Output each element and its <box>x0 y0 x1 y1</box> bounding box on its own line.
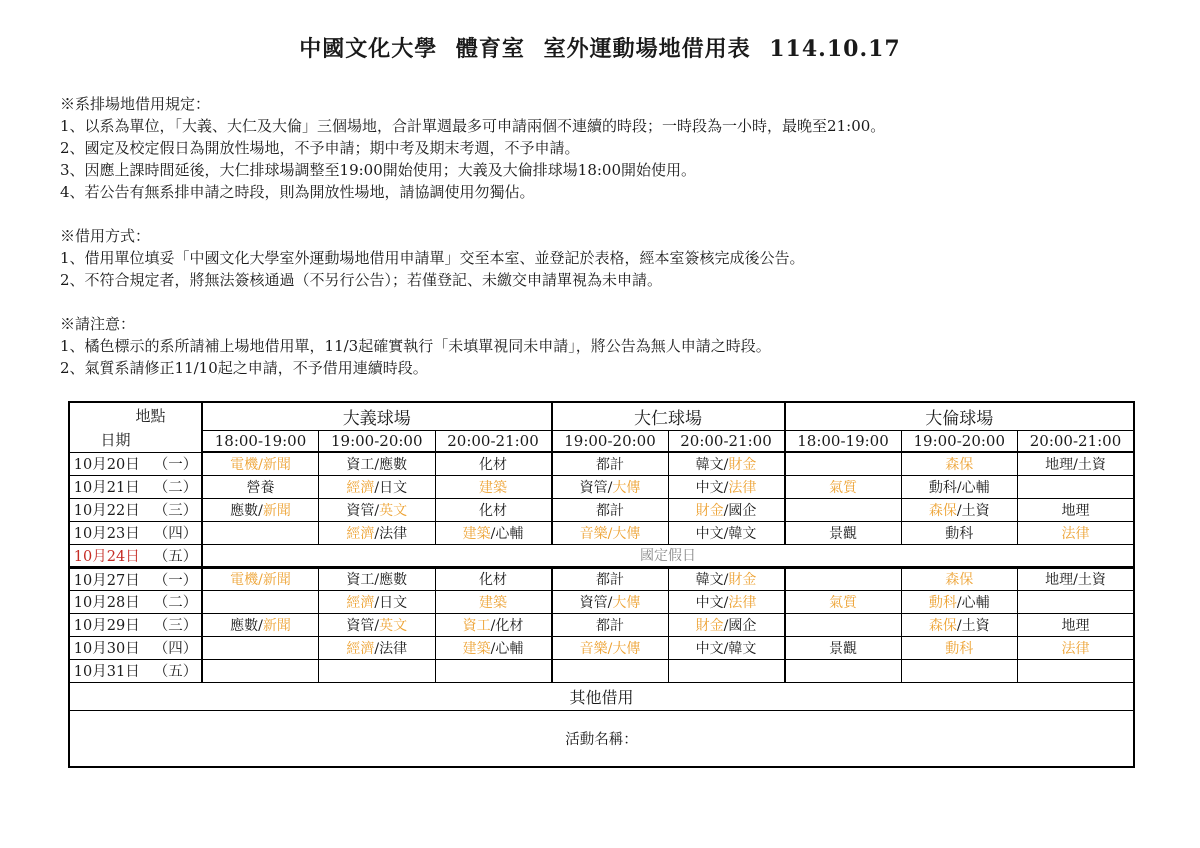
rule-line: 4、若公告有無系排申請之時段，則為開放性場地，請協調使用勿獨佔。 <box>60 183 535 201</box>
weekday-text: （一） <box>153 457 198 473</box>
rule-line: 2、國定及校定假日為開放性場地，不予申請；期中考及期末考週，不予申請。 <box>60 139 580 157</box>
schedule-row <box>69 590 1134 613</box>
department-label: / <box>258 572 263 588</box>
department-label: / <box>607 640 613 657</box>
venue-header: 大義球場 <box>202 402 552 430</box>
department-label: 電機 <box>230 572 259 588</box>
date-text: 10月20日 <box>73 457 140 473</box>
department-label: 營養 <box>246 479 275 496</box>
corner-location-label: 地點 <box>135 406 166 425</box>
schedule-cell <box>319 590 436 613</box>
date-text: 10月22日 <box>73 503 140 519</box>
department-label: 大傳 <box>612 479 641 496</box>
rules-heading: ※請注意： <box>60 315 136 333</box>
department-label: 英文 <box>379 502 408 519</box>
rule-line: 2、氣質系請修正11/10起之申請，不予借用連續時段。 <box>60 359 428 377</box>
schedule-cell <box>668 475 785 498</box>
schedule-cell <box>435 636 552 659</box>
department-label: 森保 <box>928 502 957 519</box>
department-label: 經濟 <box>346 479 375 496</box>
department-label: 財金 <box>728 456 757 473</box>
schedule-cell <box>668 521 785 544</box>
rules-block <box>60 93 1200 379</box>
schedule-cell <box>319 452 436 475</box>
department-label: 電機 <box>230 456 259 473</box>
corner-date-label: 日期 <box>100 430 131 449</box>
schedule-cell <box>435 659 552 682</box>
date-text: 10月29日 <box>73 618 140 634</box>
schedule-cell <box>319 498 436 521</box>
department-label: / <box>490 617 496 634</box>
department-label: 氣質 <box>829 479 858 496</box>
schedule-cell <box>785 498 902 521</box>
schedule-cell <box>202 659 319 682</box>
department-label: 資工 <box>462 617 491 634</box>
weekday-text: （四） <box>153 526 198 542</box>
department-label: / <box>723 594 729 611</box>
date-cell <box>69 636 202 659</box>
schedule-row <box>69 475 1134 498</box>
schedule-cell <box>435 521 552 544</box>
date-cell <box>69 590 202 613</box>
department-label: 法律 <box>379 640 408 657</box>
schedule-cell <box>1018 521 1135 544</box>
schedule-cell <box>1018 659 1135 682</box>
department-label: 土資 <box>961 502 990 519</box>
department-label: 地理 <box>1061 502 1090 519</box>
schedule-cell <box>1018 475 1135 498</box>
department-label: / <box>374 617 380 634</box>
department-label: 心輔 <box>961 479 990 496</box>
weekday-text: （三） <box>153 503 198 519</box>
schedule-cell <box>785 659 902 682</box>
venue-header: 大倫球場 <box>785 402 1135 430</box>
department-label: / <box>258 456 263 473</box>
schedule-cell <box>785 590 902 613</box>
date-text: 10月31日 <box>73 664 140 680</box>
department-label: 建築 <box>462 525 491 542</box>
department-label: 都計 <box>596 456 625 473</box>
weekday-text: （五） <box>153 664 198 680</box>
department-label: / <box>1073 456 1078 473</box>
schedule-cell <box>202 636 319 659</box>
time-slot-header: 19:00-20:00 <box>901 430 1018 452</box>
department-label: 中文 <box>695 479 724 496</box>
department-label: / <box>723 456 729 473</box>
schedule-cell <box>435 452 552 475</box>
schedule-cell <box>435 590 552 613</box>
department-label: / <box>956 502 962 519</box>
schedule-row <box>69 636 1134 659</box>
department-label: 韓文 <box>728 525 757 542</box>
schedule-table <box>68 401 1135 768</box>
department-label: 應數 <box>230 502 259 519</box>
department-label: 新聞 <box>262 456 291 473</box>
department-label: 財金 <box>728 572 757 588</box>
department-label: 資管 <box>346 617 375 634</box>
department-label: / <box>258 617 263 634</box>
department-label: 日文 <box>379 594 408 611</box>
schedule-cell <box>552 567 669 590</box>
time-slot-header: 20:00-21:00 <box>435 430 552 452</box>
department-label: 大傳 <box>612 640 641 657</box>
schedule-cell <box>435 475 552 498</box>
rules-section-notice <box>60 313 1200 379</box>
department-label: 化材 <box>479 572 507 588</box>
rule-line: 1、以系為單位，「大義、大仁及大倫」三個場地，合計單週最多可申請兩個不連續的時段；一時段為一小時，最晚至21:00。 <box>60 117 886 135</box>
department-label: / <box>1073 572 1078 588</box>
department-label: / <box>374 594 380 611</box>
rules-section-booking <box>60 93 1200 203</box>
department-label: 法律 <box>728 479 757 496</box>
schedule-cell <box>552 498 669 521</box>
department-label: 新聞 <box>262 502 291 519</box>
department-label: 法律 <box>1061 525 1090 542</box>
page-title: 中國文化大學 體育室 室外運動場地借用表 114.10.17 <box>299 36 901 62</box>
schedule-cell <box>202 452 319 475</box>
time-slot-header: 18:00-19:00 <box>202 430 319 452</box>
time-slot-header: 20:00-21:00 <box>668 430 785 452</box>
schedule-cell <box>1018 636 1135 659</box>
department-label: / <box>723 640 729 657</box>
schedule-cell <box>319 521 436 544</box>
corner-cell-location-date <box>69 402 202 452</box>
schedule-row <box>69 452 1134 475</box>
department-label: 經濟 <box>346 640 375 657</box>
department-label: / <box>374 525 380 542</box>
department-label: 建築 <box>479 594 507 611</box>
department-label: 心輔 <box>961 594 990 611</box>
date-cell <box>69 521 202 544</box>
date-text: 10月30日 <box>73 641 140 657</box>
department-label: 中文 <box>695 525 724 542</box>
schedule-cell <box>901 475 1018 498</box>
schedule-cell <box>901 567 1018 590</box>
department-label: 氣質 <box>829 594 858 611</box>
department-label: / <box>258 502 263 519</box>
department-label: 動科 <box>928 479 957 496</box>
schedule-cell <box>785 567 902 590</box>
schedule-cell <box>668 590 785 613</box>
department-label: 大傳 <box>612 594 641 611</box>
department-label: 經濟 <box>346 525 375 542</box>
weekday-text: （五） <box>153 548 198 565</box>
department-label: 地理 <box>1045 456 1074 473</box>
schedule-cell <box>552 590 669 613</box>
schedule-cell <box>202 613 319 636</box>
schedule-cell <box>202 498 319 521</box>
schedule-cell <box>668 613 785 636</box>
department-label: / <box>374 640 380 657</box>
department-label: 中文 <box>695 640 724 657</box>
weekday-text: （三） <box>153 618 198 634</box>
weekday-text: （一） <box>153 572 198 589</box>
department-label: 韓文 <box>695 456 724 473</box>
department-label: / <box>723 502 729 519</box>
department-label: 心輔 <box>495 525 524 542</box>
rule-line: 1、借用單位填妥「中國文化大學室外運動場地借用申請單」交至本室、並登記於表格，經本室簽核完成後公告。 <box>60 249 805 267</box>
schedule-cell <box>901 590 1018 613</box>
date-cell <box>69 544 202 567</box>
department-label: 動科 <box>928 594 957 611</box>
department-label: 建築 <box>479 479 507 496</box>
department-label: 財金 <box>695 617 724 634</box>
department-label: 森保 <box>945 572 974 588</box>
other-use-header: 其他借用 <box>69 682 1134 710</box>
department-label: 都計 <box>596 502 625 519</box>
schedule-cell <box>1018 567 1135 590</box>
rules-heading: ※借用方式： <box>60 227 151 245</box>
department-label: 動科 <box>945 525 974 542</box>
schedule-cell <box>319 613 436 636</box>
department-label: / <box>956 617 962 634</box>
holiday-cell: 國定假日 <box>202 544 1134 567</box>
schedule-cell <box>668 636 785 659</box>
schedule-cell <box>1018 452 1135 475</box>
department-label: 財金 <box>695 502 724 519</box>
department-label: / <box>374 502 380 519</box>
schedule-cell <box>552 659 669 682</box>
department-label: / <box>607 594 613 611</box>
department-label: / <box>956 594 962 611</box>
department-label: 日文 <box>379 479 408 496</box>
department-label: / <box>607 479 613 496</box>
date-text: 10月21日 <box>73 480 140 496</box>
schedule-cell <box>202 475 319 498</box>
schedule-cell <box>901 613 1018 636</box>
weekday-text: （二） <box>153 480 198 496</box>
schedule-cell <box>552 636 669 659</box>
department-label: 應數 <box>230 617 259 634</box>
date-cell <box>69 475 202 498</box>
schedule-cell <box>1018 590 1135 613</box>
schedule-cell <box>202 521 319 544</box>
schedule-cell <box>901 498 1018 521</box>
department-label: / <box>490 640 496 657</box>
department-label: / <box>723 479 729 496</box>
department-label: 心輔 <box>495 640 524 657</box>
date-cell <box>69 613 202 636</box>
schedule-cell <box>668 452 785 475</box>
schedule-row <box>69 498 1134 521</box>
schedule-cell <box>202 567 319 590</box>
date-cell <box>69 567 202 590</box>
department-label: / <box>374 456 380 473</box>
weekday-text: （二） <box>153 595 198 611</box>
department-label: 韓文 <box>695 572 724 588</box>
schedule-row <box>69 521 1134 544</box>
schedule-cell <box>552 613 669 636</box>
department-label: / <box>723 572 729 588</box>
department-label: 建築 <box>462 640 491 657</box>
department-label: 應數 <box>379 456 408 473</box>
department-label: 化材 <box>495 617 524 634</box>
department-label: / <box>607 525 613 542</box>
department-label: 韓文 <box>728 640 757 657</box>
schedule-cell <box>668 567 785 590</box>
schedule-cell <box>435 613 552 636</box>
date-text: 10月23日 <box>73 526 140 542</box>
rule-line: 3、因應上課時間延後，大仁排球場調整至19:00開始使用；大義及大倫排球場18:00開始使用。 <box>60 161 697 179</box>
department-label: 土資 <box>1077 572 1106 588</box>
department-label: 森保 <box>945 456 974 473</box>
time-slot-header: 18:00-19:00 <box>785 430 902 452</box>
department-label: / <box>374 479 380 496</box>
department-label: 森保 <box>928 617 957 634</box>
rules-heading: ※系排場地借用規定： <box>60 95 211 113</box>
department-label: 音樂 <box>579 640 608 657</box>
department-label: 大傳 <box>612 525 641 542</box>
department-label: 應數 <box>379 572 408 588</box>
department-label: / <box>374 572 380 588</box>
time-slot-header: 20:00-21:00 <box>1018 430 1135 452</box>
department-label: 國企 <box>728 617 757 634</box>
department-label: / <box>956 479 962 496</box>
schedule-row <box>69 567 1134 590</box>
schedule-cell <box>319 636 436 659</box>
schedule-cell <box>901 452 1018 475</box>
rules-section-method <box>60 225 1200 291</box>
venue-header: 大仁球場 <box>552 402 785 430</box>
department-label: 國企 <box>728 502 757 519</box>
schedule-cell <box>1018 613 1135 636</box>
date-cell <box>69 498 202 521</box>
department-label: 景觀 <box>829 525 858 542</box>
department-label: 新聞 <box>262 617 291 634</box>
schedule-cell <box>319 567 436 590</box>
schedule-cell <box>901 659 1018 682</box>
time-slot-header: 19:00-20:00 <box>319 430 436 452</box>
date-text: 10月24日 <box>73 548 140 565</box>
schedule-cell <box>785 452 902 475</box>
schedule-cell <box>668 659 785 682</box>
department-label: / <box>490 525 496 542</box>
department-label: 法律 <box>1061 640 1090 657</box>
schedule-cell <box>435 498 552 521</box>
department-label: 地理 <box>1045 572 1074 588</box>
schedule-cell <box>552 521 669 544</box>
department-label: 土資 <box>961 617 990 634</box>
weekday-text: （四） <box>153 641 198 657</box>
department-label: 經濟 <box>346 594 375 611</box>
department-label: 法律 <box>728 594 757 611</box>
schedule-cell <box>552 475 669 498</box>
schedule-cell <box>785 613 902 636</box>
department-label: 音樂 <box>579 525 608 542</box>
rule-line: 2、不符合規定者，將無法簽核通過（不另行公告）；若僅登記、未繳交申請單視為未申請。 <box>60 271 663 289</box>
department-label: 資管 <box>579 479 608 496</box>
schedule-cell <box>202 590 319 613</box>
department-label: 資工 <box>346 572 375 588</box>
schedule-cell <box>668 498 785 521</box>
department-label: 化材 <box>479 456 507 473</box>
department-label: / <box>723 617 729 634</box>
schedule-cell <box>785 475 902 498</box>
schedule-cell <box>785 636 902 659</box>
department-label: 動科 <box>945 640 974 657</box>
time-slot-header: 19:00-20:00 <box>552 430 669 452</box>
schedule-cell <box>319 659 436 682</box>
date-cell <box>69 659 202 682</box>
schedule-cell <box>435 567 552 590</box>
rule-line: 1、橘色標示的系所請補上場地借用單，11/3起確實執行「未填單視同未申請」，將公告為無人申請之時段。 <box>60 337 771 355</box>
schedule-cell <box>901 521 1018 544</box>
date-text: 10月27日 <box>73 572 140 589</box>
department-label: 法律 <box>379 525 408 542</box>
department-label: 資管 <box>346 502 375 519</box>
department-label: 新聞 <box>262 572 291 588</box>
schedule-cell <box>1018 498 1135 521</box>
department-label: 景觀 <box>829 640 858 657</box>
date-cell <box>69 452 202 475</box>
schedule-row <box>69 613 1134 636</box>
schedule-cell <box>785 521 902 544</box>
department-label: 土資 <box>1077 456 1106 473</box>
department-label: 都計 <box>596 572 625 588</box>
department-label: / <box>723 525 729 542</box>
schedule-cell <box>319 475 436 498</box>
department-label: 英文 <box>379 617 408 634</box>
activity-name-cell: 活動名稱： <box>69 710 1134 767</box>
department-label: 資工 <box>346 456 375 473</box>
date-text: 10月28日 <box>73 595 140 611</box>
schedule-row <box>69 659 1134 682</box>
schedule-cell <box>552 452 669 475</box>
department-label: 都計 <box>596 617 625 634</box>
department-label: 中文 <box>695 594 724 611</box>
department-label: 地理 <box>1061 617 1090 634</box>
schedule-row <box>69 544 1134 567</box>
department-label: 化材 <box>479 502 507 519</box>
schedule-cell <box>901 636 1018 659</box>
department-label: 資管 <box>579 594 608 611</box>
